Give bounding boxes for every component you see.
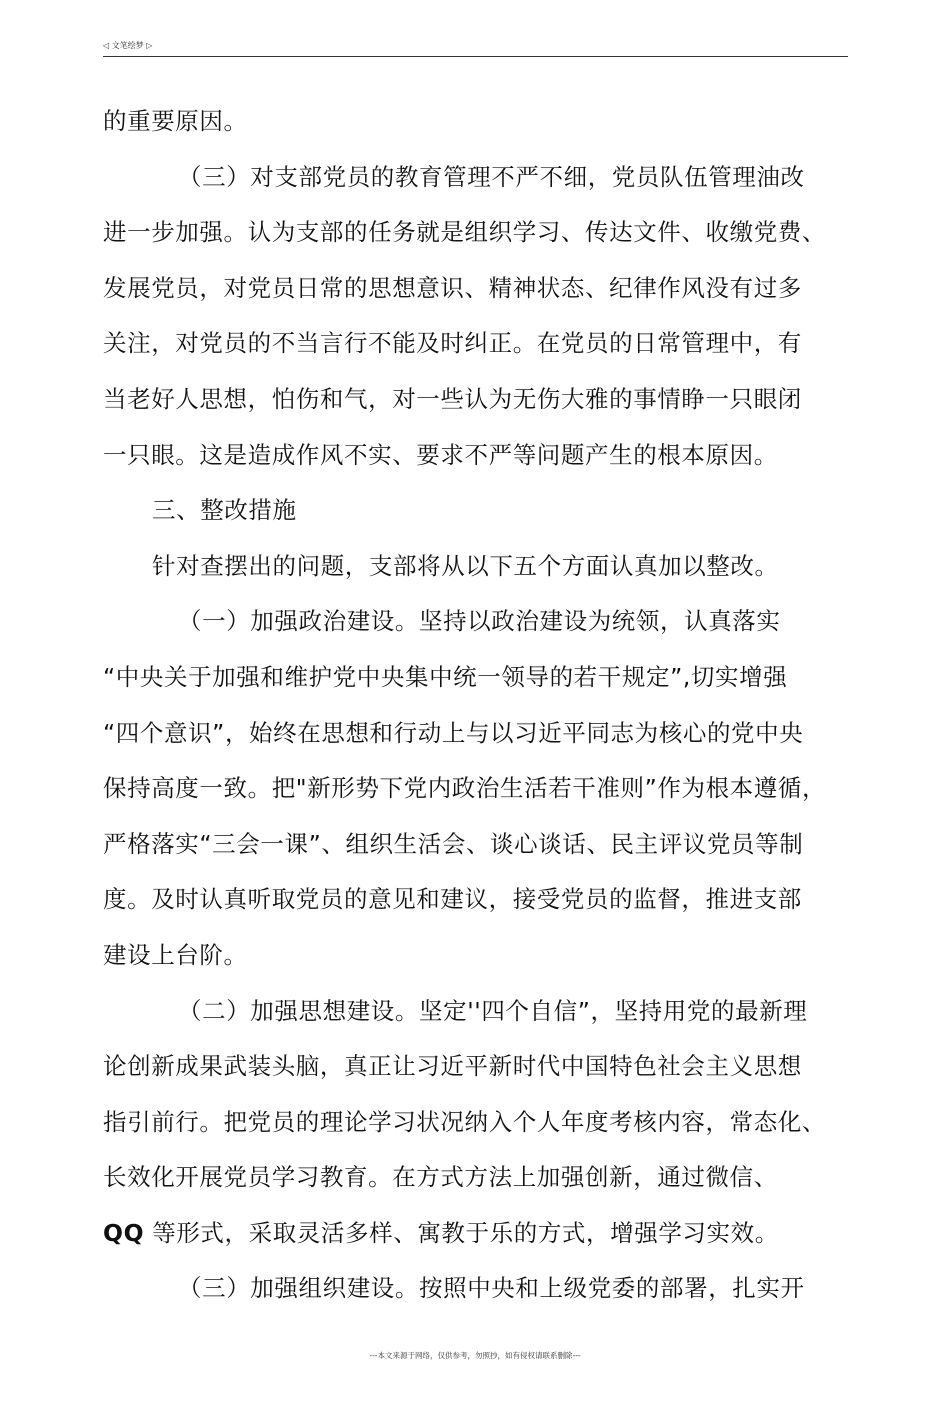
paragraph-line: （三）加强组织建设。按照中央和上级党委的部署，扎实开 (178, 1274, 805, 1303)
paragraph-line: （一）加强政治建设。坚持以政治建设为统领，认真落实 (178, 607, 781, 636)
paragraph-line: 长效化开展党员学习教育。在方式方法上加强创新，通过微信、 (103, 1163, 778, 1192)
header-logo-text: ◁ 文笔绘梦 ▷ (103, 41, 153, 50)
paragraph-line: 发展党员，对党员日常的思想意识、精神状态、纪律作风没有过多 (103, 273, 802, 302)
paragraph-line: 建设上台阶。 (103, 940, 248, 969)
paragraph-line: （二）加强思想建设。坚定''四个自信”，坚持用党的最新理 (178, 996, 808, 1025)
paragraph-line: 当老好人思想，怕伤和气，对一些认为无伤大雅的事情睁一只眼闭 (103, 384, 802, 413)
paragraph-line: 保持高度一致。把"新形势下党内政治生活若干准则”作为根本遵循， (103, 774, 827, 803)
paragraph-line: 进一步加强。认为支部的任务就是组织学习、传达文件、收缴党费、 (103, 218, 826, 247)
paragraph-line: 严格落实“三会一课”、组织生活会、谈心谈话、民主评议党员等制 (103, 829, 804, 858)
paragraph-line: （三）对支部党员的教育管理不严不细，党员队伍管理油改 (178, 162, 805, 191)
qq-label: QQ (103, 1218, 145, 1247)
section-heading: 三、整改措施 (152, 496, 297, 525)
paragraph-line-text: 等形式，采取灵活多样、寓教于乐的方式，增强学习实效。 (152, 1218, 779, 1247)
document-body (103, 94, 863, 1317)
paragraph-line: 一只眼。这是造成作风不实、要求不严等问题产生的根本原因。 (103, 440, 778, 469)
paragraph-line: 的重要原因。 (103, 107, 248, 135)
paragraph-line: 度。及时认真听取党员的意见和建议，接受党员的监督，推进支部 (103, 885, 802, 914)
page-footer: ---本文来源于网络，仅供参考，勿照抄，如有侵权请联系删除--- (369, 1351, 581, 1360)
paragraph-line: 关注，对党员的不当言行不能及时纠正。在党员的日常管理中，有 (103, 329, 802, 358)
paragraph-line: “中央关于加强和维护党中央集中统一领导的若干规定”,切实增强 (103, 662, 788, 691)
paragraph-line (103, 1206, 863, 1262)
paragraph-line: 针对查摆出的问题，支部将从以下五个方面认真加以整改。 (152, 551, 779, 580)
paragraph-line: 论创新成果武装头脑，真正让习近平新时代中国特色社会主义思想 (103, 1052, 802, 1081)
page-header (103, 38, 848, 57)
paragraph-line: “四个意识”，始终在思想和行动上与以习近平同志为核心的党中央 (103, 718, 804, 747)
paragraph-line: 指引前行。把党员的理论学习状况纳入个人年度考核内容，常态化、 (103, 1107, 826, 1136)
